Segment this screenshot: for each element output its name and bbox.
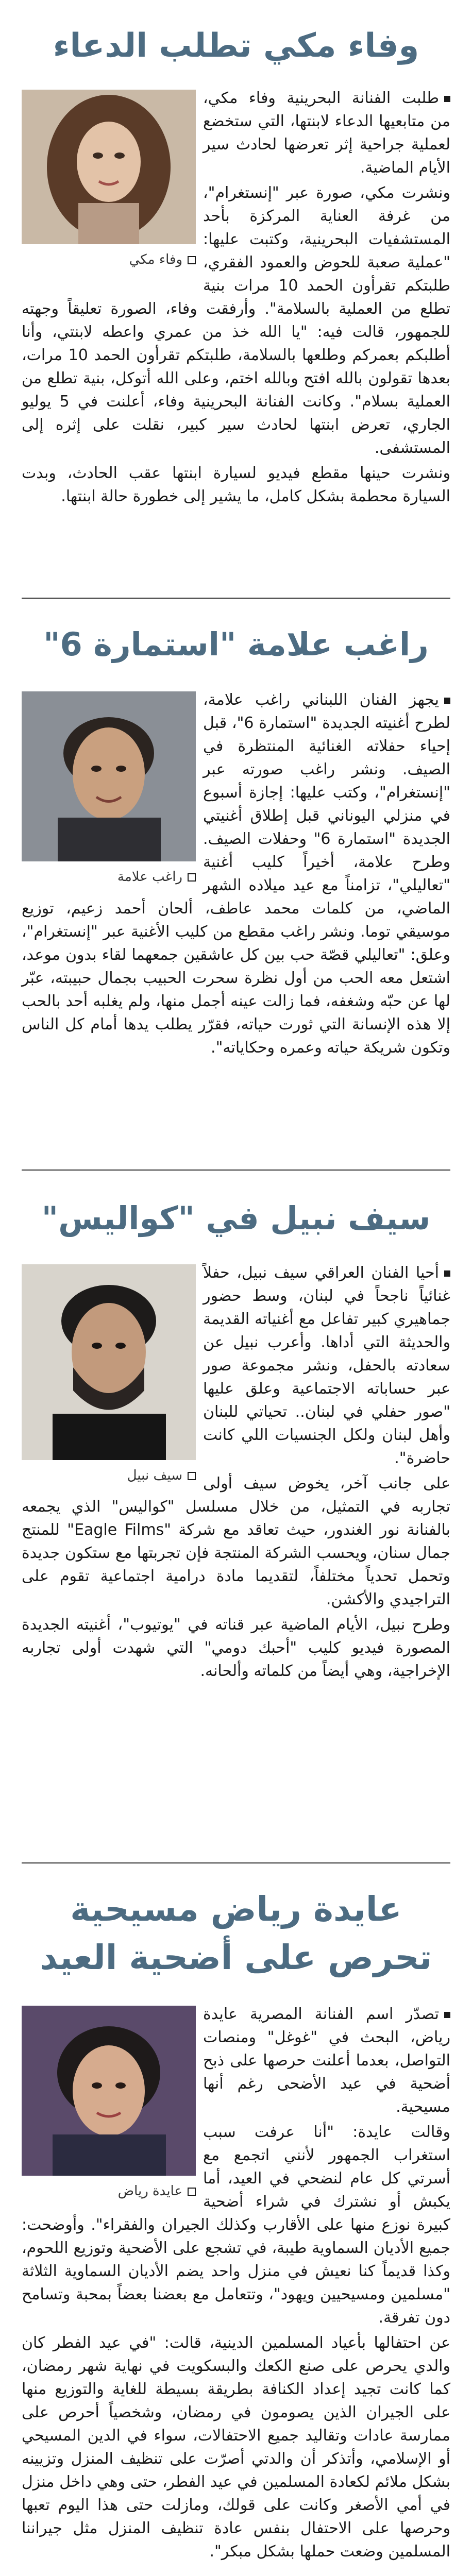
paragraph-text: تصدّر اسم الفنانة المصرية عايدة رياض، البحث في "غوغل" ومنصات التواصل، بعدما أعلنت حرصها على ذبح أضحية في عيد الأضحى رغم أنها مسيحية. — [203, 2005, 450, 2116]
paragraph: ونشرت مكي، صورة عبر "إنستغرام"، من غرفة العناية المركزة بأحد المستشفيات البحرينية، وكتبت عليها: "عملية صعبة للحوض والعمود الفقري، طلبتكم تقرأون الحمد 10 مرات بنية تطلع من العملية بالسلامة". وأرفقت وفاء، الصورة تعليقاً وجهته للجمهور، قالت فيه: "يا الله خذ من عمري واعطه لابنتي، وأنا أطلبكم بعمركم وطلعها بالسلامة، طلبتكم تقرأون الحمد 10 مرات، بعدها تقولون بالله افتح وبالله اختم، وعلى الله أتوكل، بنية تطلع من العملية بسلام". وكانت الفنانة البحرينية وفاء، أعلنت في 5 يوليو الجاري، تعرض ابنتها لحادث سير كبير، نقلت على إثره إلى المستشفى. — [22, 184, 451, 457]
caption-text: وفاء مكي — [129, 252, 182, 267]
caption-square-icon — [188, 256, 196, 264]
bullet-square-icon — [444, 1270, 450, 1277]
section-divider — [22, 598, 450, 599]
headline: سيف نبيل في "كواليس" — [41, 1199, 431, 1237]
headline-line-1: عايدة رياض مسيحية — [70, 1889, 402, 1929]
section-divider — [22, 1862, 450, 1863]
portrait-photo — [22, 1264, 196, 1460]
bullet-square-icon — [444, 96, 450, 102]
caption-square-icon — [188, 1472, 196, 1480]
article-aida-riad — [0, 1868, 472, 2576]
headline: وفاء مكي تطلب الدعاء — [53, 27, 419, 65]
photo-caption — [22, 248, 196, 272]
paragraph: ونشرت حينها مقطع فيديو لسيارة ابنتها عقب الحادث، وبدت السيارة محطمة بشكل كامل، ما يشير إلى خطورة حالة ابنتها. — [22, 464, 450, 505]
caption-square-icon — [188, 873, 196, 882]
article-body — [22, 2003, 450, 2565]
paragraph: على جانب آخر، يخوض سيف أولى تجاربه في التمثيل، من خلال مسلسل "كواليس" الذي يجمعه بالفنانة نور الغندور، حيث تعاقد مع شركة "Eagle Films" للمنتج جمال سنان، ويحسب الشركة المنتجة فإن تجربتها مع ستكون جديدة وتحمل تحدياً مختلفاً، لتقديما مادة درامية اجتماعية تقوم على التراجيدي والأكشن. — [22, 1475, 450, 1608]
caption-square-icon — [188, 2188, 196, 2196]
bullet-square-icon — [444, 2012, 450, 2018]
portrait-photo — [22, 691, 196, 861]
article-saif-nabil — [0, 1175, 472, 1857]
photo-block — [22, 691, 196, 889]
photo-block — [22, 2006, 196, 2203]
paragraph-text: طلبت الفنانة البحرينية وفاء مكي، من متابعيها الدعاء لابنتها، التي ستخضع لعملية جراحية إثر تعرضها لحادث سير الأيام الماضية. — [203, 89, 450, 177]
section-divider — [22, 1170, 450, 1171]
article-body — [22, 87, 450, 510]
portrait-photo — [22, 2006, 196, 2176]
photo-caption — [22, 1464, 196, 1487]
photo-block — [22, 90, 196, 272]
bullet-square-icon — [444, 698, 450, 704]
paragraph-text: أحيا الفنان العراقي سيف نبيل، حفلاً غنائياً ناجحاً في لبنان، وسط حضور جماهيري كبير تفاعل مع أغنياته القديمة والحديثة التي أداها. وأعرب نبيل عن سعادته بالحفل، ونشر مجموعة صور عبر حساباته الاجتماعية وعلق عليها "صور حفلي في لبنان.. تحياتي للبنان وأهل لبنان ولكل الجنسيات اللي كانت حاضرة". — [203, 1264, 450, 1467]
photo-block — [22, 1264, 196, 1487]
portrait-photo — [22, 90, 196, 244]
photo-caption — [22, 866, 196, 889]
article-body — [22, 688, 450, 1061]
article-ragheb-alama — [0, 603, 472, 1159]
caption-text: راغب علامة — [117, 869, 182, 885]
article-body — [22, 1261, 450, 1685]
paragraph-text: يجهز الفنان اللبناني راغب علامة، لطرح أغنيته الجديدة "استمارة 6"، قبل إحياء حفلاته الغنائية المنتظرة في الصيف. ونشر راغب صورته عبر "إنستغرام"، وكتب عليها: إجازة أسبوع في منزلي اليوناني قبل إطلاق أغنيتي الجديدة "استمارة 6" وحفلات الصيف. وطرح علامة، أخيراً كليب أغنية "تعاليلي"، تزامناً مع عيد ميلاده الشهر الماضي، من كلمات محمد عاطف، ألحان أحمد زعيم، توزيع موسيقي توما. ونشر راغب مقطع من كليب الأغنية عبر "إنستغرام"، وعلق: "تعاليلي قصّة حب بين كل عاشقين جمعهما لقاء بدون موعد، اشتعل معه الحب من أول نظرة سحرت الحبيب بجمال حبيبته، عبّر لها عن حبّه وشغفه، فما زالت عينه أجمل منها، ولم يغلبه أحد بالحب إلا هذه الإنسانة التي ثورت حياته، فقرّر يطلب يدها أمام كل الناس وتكون شريكة حياته وعمره وحكاياته". — [22, 691, 450, 1057]
caption-text: سيف نبيل — [127, 1468, 182, 1483]
paragraph: وقالت عايدة: "أنا عرفت سبب استغراب الجمهور لأنني اتجمع مع أسرتي كل عام لنضحي في العيد، أما يكبش أو نشترك في شراء أضحية كبيرة نوزع منها على الأقارب وكذلك الجيران والفقراء". وأوضحت: جميع الأديان السماوية طيبة، في تشجع على الأضحية وتوزيع اللحوم، وكذا قديماً كنا نعيش في منزل واحد يضم الأديان السماوية الثلاثة "مسلمين ومسيحيين ويهود"، وتتعامل مع بعضنا بعضاً بمحبة وتسامح دون تفرقة. — [22, 2123, 450, 2327]
photo-caption — [22, 2180, 196, 2203]
article-wafaa-makki — [0, 0, 472, 585]
caption-text: عايدة رياض — [117, 2183, 182, 2199]
headline: راغب علامة "استمارة 6" — [43, 625, 429, 663]
headline-line-2: تحرص على أضحية العيد — [40, 1938, 432, 1977]
paragraph: عن احتفالها بأعياد المسلمين الدينية، قالت: "في عيد الفطر كان والدي يحرص على صنع الكعك والبسكويت في نهاية شهر رمضان، كما كانت تجيد إعداد الكنافة بطريقة بسيطة للغاية والتوزيع منها على الجيران الذين يصومون في رمضان، وشخصياً أحرص على ممارسة عادات وتقاليد جميع الاحتفالات، سواء في الدين المسيحي أو الإسلامي، وأتذكر أن والدتي أصرّت على تنظيف المنزل وتزيينه بشكل ملائم لكعادة المسلمين في عيد الفطر، حتى وهي داخل منزل في أمي الأصغر وكانت على قولك، ومازلت حتى هذا اليوم تعبها وحرصها على الاحتفال بنفس عادة تنظيف المنزل مثل جيراننا المسلمين وضعت حملها بشكل مبكر". — [22, 2334, 450, 2561]
paragraph: وطرح نبيل، الأيام الماضية عبر قناته في "يوتيوب"، أغنيته الجديدة المصورة فيديو كليب "أحبك دومي" التي شهدت أولى تجاربه الإخراجية، وهي أيضاً من كلماته وألحانه. — [22, 1616, 450, 1680]
